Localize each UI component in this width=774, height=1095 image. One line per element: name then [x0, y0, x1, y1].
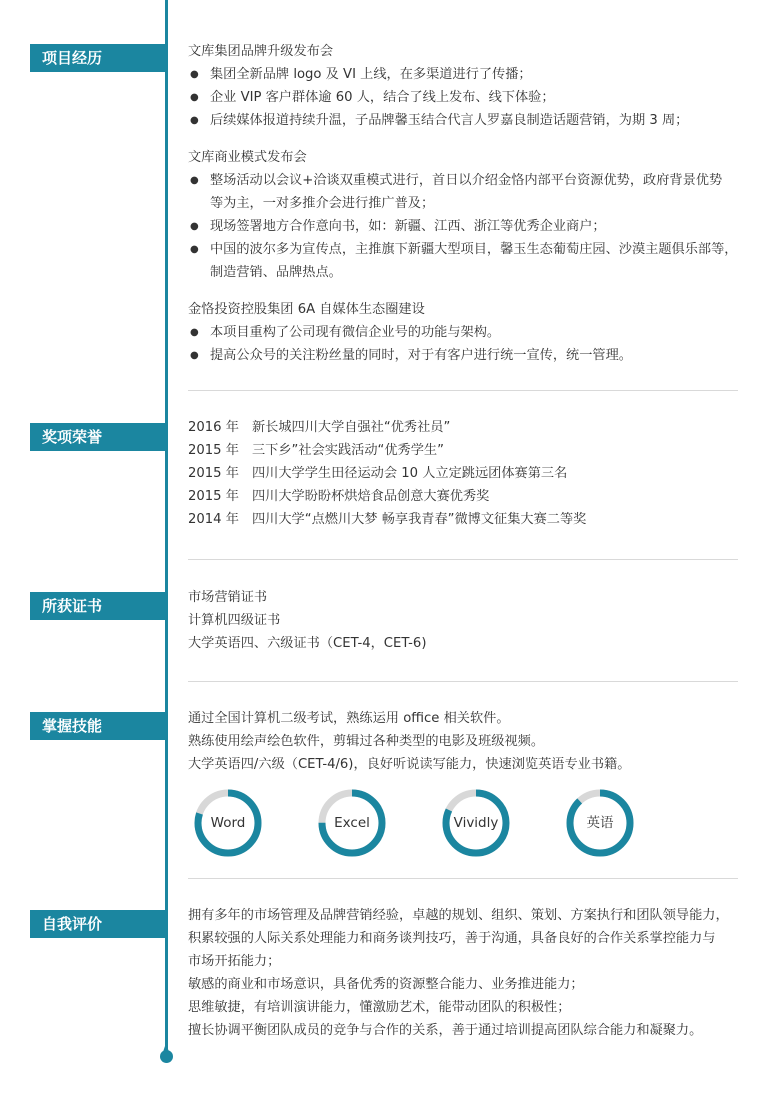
project-bullet: ● 现场签署地方合作意向书，如：新疆、江西、浙江等优秀企业商户； — [188, 215, 740, 238]
timeline-line — [165, 0, 168, 1055]
skill-ring-vividly — [442, 789, 510, 857]
skill-item: 熟练使用绘声绘色软件，剪辑过各种类型的电影及班级视频。 — [188, 734, 545, 749]
project-group — [188, 146, 740, 284]
skill-ring-excel — [318, 789, 386, 857]
skill-ring-label: Word — [210, 815, 246, 831]
project-group — [188, 40, 740, 132]
project-group — [188, 298, 740, 367]
self-evaluation-line: 积累较强的人际关系处理能力和商务谈判技巧，善于沟通，具备良好的合作关系掌控能力与 — [188, 931, 716, 946]
award-item: 2014 年 四川大学“点燃川大梦 畅享我青春”微博文征集大赛二等奖 — [188, 512, 587, 527]
section-title-awards: 奖项荣誉 — [30, 423, 167, 451]
certificates-content — [188, 586, 740, 655]
self-evaluation-line: 擅长协调平衡团队成员的竞争与合作的关系，善于通过培训提高团队综合能力和凝聚力。 — [188, 1023, 703, 1038]
skill-item: 通过全国计算机二级考试，熟练运用 office 相关软件。 — [188, 711, 510, 726]
skill-ring-word — [194, 789, 262, 857]
self-evaluation-line: 敏感的商业和市场意识，具备优秀的资源整合能力、业务推进能力； — [188, 977, 584, 992]
certificate-item: 大学英语四、六级证书（CET-4，CET-6) — [188, 636, 427, 651]
certificate-item: 市场营销证书 — [188, 590, 268, 605]
award-item: 2015 年 四川大学学生田径运动会 10 人立定跳远团体赛第三名 — [188, 466, 568, 481]
award-item: 2015 年 四川大学盼盼杯烘焙食品创意大赛优秀奖 — [188, 489, 490, 504]
project-bullet: ● 集团全新品牌 logo 及 VI 上线，在多渠道进行了传播； — [188, 63, 740, 86]
project-bullet: ● 后续媒体报道持续升温，子品牌馨玉结合代言人罗嘉良制造话题营销，为期 3 周； — [188, 109, 740, 132]
self-evaluation-line: 思维敏捷，有培训演讲能力，懂激励艺术，能带动团队的积极性； — [188, 1000, 571, 1015]
award-item: 2016 年 新长城四川大学自强社“优秀社员” — [188, 420, 451, 435]
awards-content — [188, 416, 740, 531]
project-title: 金恪投资控股集团 6A 自媒体生态圈建设 — [188, 302, 425, 317]
self-evaluation-content — [188, 904, 740, 1042]
award-item: 2015 年 三下乡”社会实践活动“优秀学生” — [188, 443, 444, 458]
project-bullet: ● 企业 VIP 客户群体逾 60 人，结合了线上发布、线下体验； — [188, 86, 740, 109]
skill-item: 大学英语四/六级（CET-4/6)，良好听说读写能力，快速浏览英语专业书籍。 — [188, 757, 631, 772]
section-divider — [188, 681, 738, 682]
section-divider — [188, 878, 738, 879]
skill-ring-label: Excel — [334, 815, 370, 831]
projects-content — [188, 40, 740, 367]
section-title-projects: 项目经历 — [30, 44, 167, 72]
self-evaluation-line: 市场开拓能力； — [188, 954, 281, 969]
section-title-skills: 掌握技能 — [30, 712, 167, 740]
project-bullet: ● 本项目重构了公司现有微信企业号的功能与架构。 — [188, 321, 740, 344]
certificate-item: 计算机四级证书 — [188, 613, 281, 628]
self-evaluation-line: 拥有多年的市场管理及品牌营销经验，卓越的规划、组织、策划、方案执行和团队领导能力， — [188, 908, 729, 923]
project-title: 文库集团品牌升级发布会 — [188, 44, 334, 59]
section-title-self-evaluation: 自我评价 — [30, 910, 167, 938]
section-divider — [188, 559, 738, 560]
skill-ring-label: Vividly — [453, 815, 499, 831]
skill-ring-english — [566, 789, 634, 857]
project-bullet: ● 中国的波尔多为宣传点，主推旗下新疆大型项目，馨玉生态葡萄庄园、沙漠主题俱乐部等， 制造营销、品牌热点。 — [188, 238, 740, 284]
project-bullet: ● 整场活动以会议+洽谈双重模式进行，首日以介绍金恪内部平台资源优势，政府背景优势 等为主，一对多推介会进行推广普及； — [188, 169, 740, 215]
skills-content — [188, 707, 740, 776]
timeline-end-dot — [160, 1050, 173, 1063]
project-bullet: ● 提高公众号的关注粉丝量的同时，对于有客户进行统一宣传，统一管理。 — [188, 344, 740, 367]
project-title: 文库商业模式发布会 — [188, 150, 307, 165]
section-title-certificates: 所获证书 — [30, 592, 167, 620]
section-divider — [188, 390, 738, 391]
skill-ring-label: 英语 — [586, 815, 614, 831]
